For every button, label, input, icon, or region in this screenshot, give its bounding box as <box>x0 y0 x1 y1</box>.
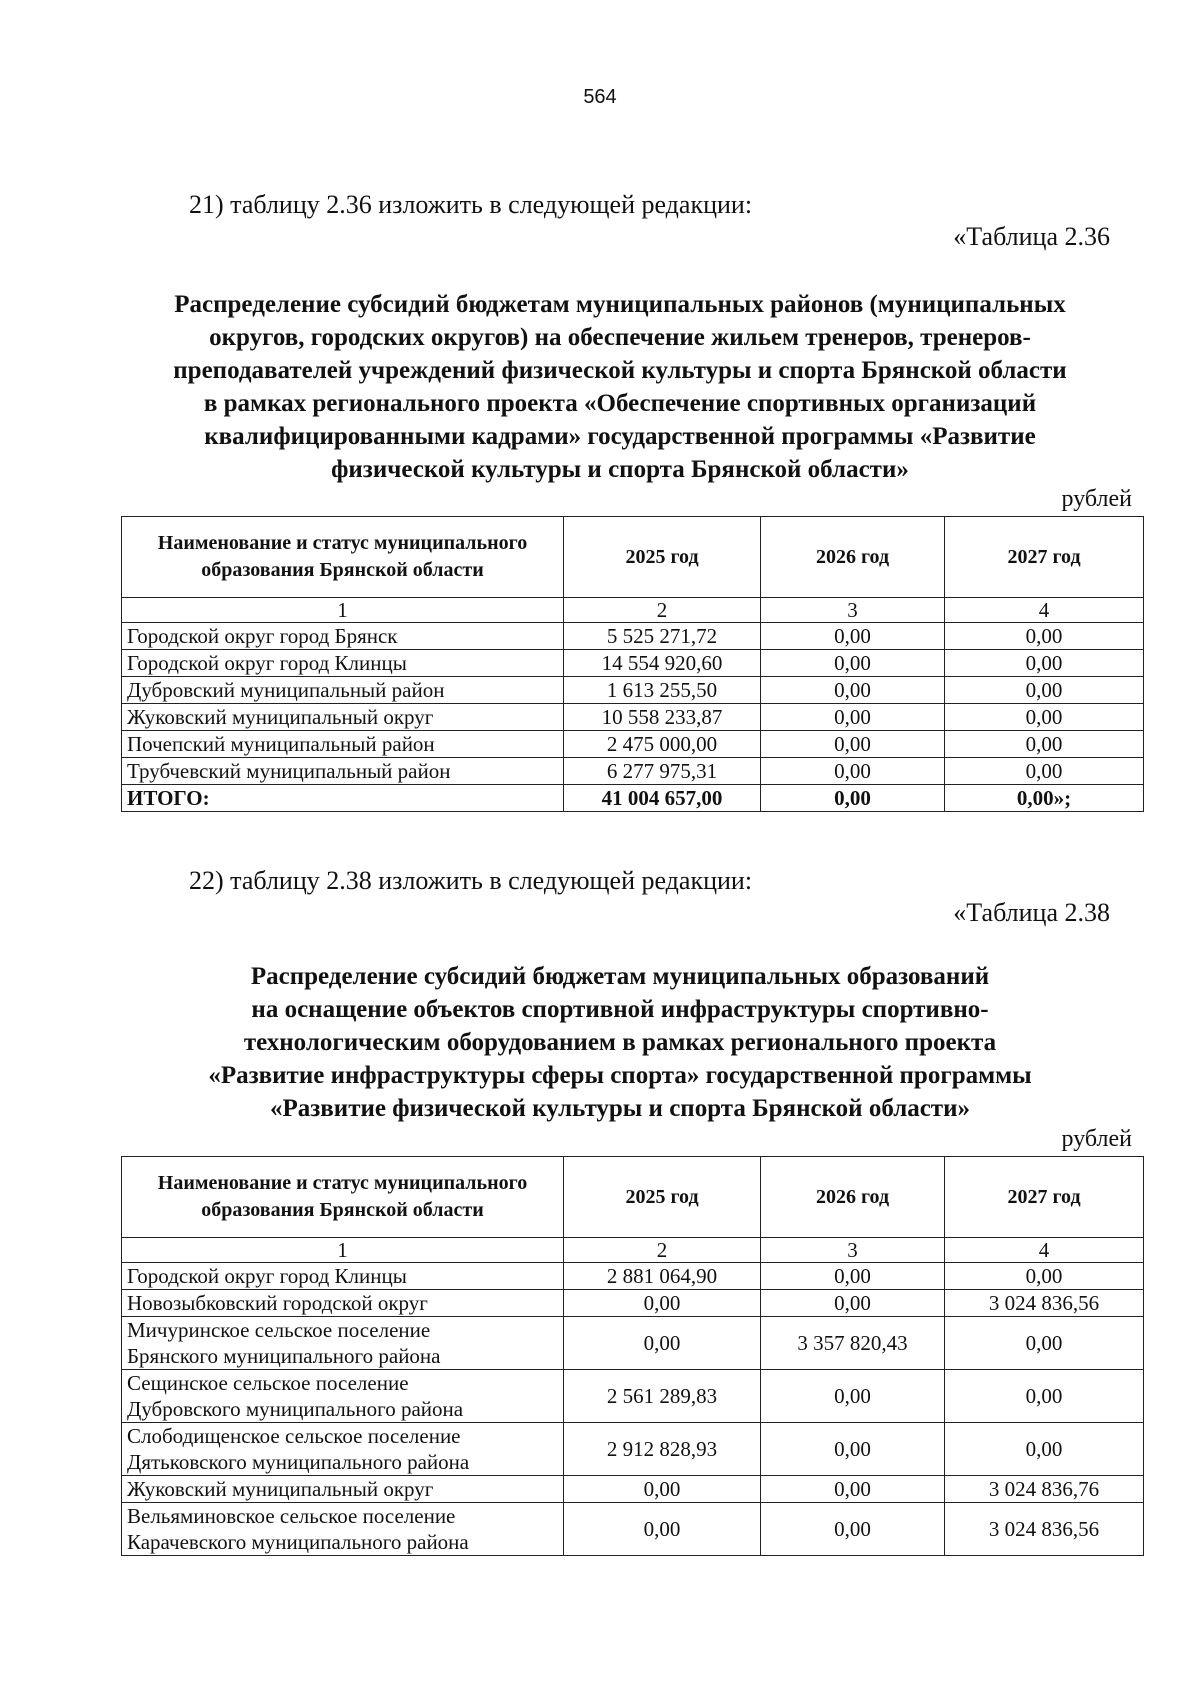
amount-cell: 0,00 <box>761 677 945 704</box>
amount-cell: 3 024 836,56 <box>945 1503 1144 1556</box>
table-row <box>122 650 1144 677</box>
municipality-name <box>122 1370 564 1423</box>
total-amount: 41 004 657,00 <box>564 785 761 812</box>
table-row <box>122 1476 1144 1503</box>
section-2-table <box>121 1156 1144 1556</box>
amount-cell: 2 475 000,00 <box>564 731 761 758</box>
column-header: 2027 год <box>945 517 1144 598</box>
heading-line: преподавателей учреждений физической культуры и спорта Брянской области <box>173 357 1067 384</box>
table-row <box>122 758 1144 785</box>
amount-cell: 2 912 828,93 <box>564 1423 761 1476</box>
heading-line: «Развитие инфраструктуры сферы спорта» государственной программы <box>208 1062 1032 1089</box>
amount-cell: 1 613 255,50 <box>564 677 761 704</box>
municipality-name-line: Слободищенское сельское поселение <box>127 1424 461 1448</box>
municipality-name-line: Жуковский муниципальный округ <box>127 1477 434 1501</box>
amount-cell: 0,00 <box>945 677 1144 704</box>
amount-cell: 0,00 <box>945 1423 1144 1476</box>
amount-cell: 0,00 <box>761 623 945 650</box>
table-row <box>122 1370 1144 1423</box>
amount-cell: 0,00 <box>945 650 1144 677</box>
table-row <box>122 1290 1144 1317</box>
municipality-name: Городской округ город Брянск <box>122 623 564 650</box>
column-index: 4 <box>945 598 1144 623</box>
municipality-name: Городской округ город Клинцы <box>122 650 564 677</box>
amount-cell: 0,00 <box>945 704 1144 731</box>
amount-cell: 0,00 <box>761 1503 945 1556</box>
municipality-name-line: Дубровского муниципального района <box>127 1397 464 1421</box>
column-header: Наименование и статус муниципального образования Брянской области <box>122 517 564 598</box>
amount-cell: 3 357 820,43 <box>761 1317 945 1370</box>
amount-cell: 2 561 289,83 <box>564 1370 761 1423</box>
table-row <box>122 623 1144 650</box>
section-1-unit: рублей <box>1061 486 1132 512</box>
total-amount: 0,00 <box>761 785 945 812</box>
amount-cell: 14 554 920,60 <box>564 650 761 677</box>
heading-line: Распределение субсидий бюджетам муниципальных районов (муниципальных <box>174 291 1066 318</box>
heading-line: в рамках регионального проекта «Обеспечение спортивных организаций <box>203 390 1037 417</box>
municipality-name-line: Карачевского муниципального района <box>127 1530 469 1554</box>
amount-cell: 3 024 836,56 <box>945 1290 1144 1317</box>
amount-cell: 2 881 064,90 <box>564 1263 761 1290</box>
column-header: 2025 год <box>564 517 761 598</box>
municipality-name-line: Дятьковского муниципального района <box>127 1450 470 1474</box>
column-index: 1 <box>122 598 564 623</box>
municipality-name-line: Городской округ город Клинцы <box>127 1264 407 1288</box>
column-header: 2025 год <box>564 1157 761 1238</box>
column-header: 2026 год <box>761 1157 945 1238</box>
table-row <box>122 1263 1144 1290</box>
total-amount: 0,00»; <box>945 785 1144 812</box>
section-1-heading <box>100 288 1140 486</box>
page-number: 564 <box>583 86 617 108</box>
total-label: ИТОГО: <box>122 785 564 812</box>
column-header: 2026 год <box>761 517 945 598</box>
amount-cell: 0,00 <box>761 1290 945 1317</box>
column-index: 2 <box>564 1238 761 1263</box>
amount-cell: 0,00 <box>761 1423 945 1476</box>
column-index: 1 <box>122 1238 564 1263</box>
amount-cell: 10 558 233,87 <box>564 704 761 731</box>
amount-cell: 0,00 <box>761 650 945 677</box>
municipality-name: Жуковский муниципальный округ <box>122 704 564 731</box>
amount-cell: 0,00 <box>564 1290 761 1317</box>
column-index-row <box>122 1238 1144 1263</box>
municipality-name: Дубровский муниципальный район <box>122 677 564 704</box>
municipality-name <box>122 1423 564 1476</box>
municipality-name <box>122 1290 564 1317</box>
heading-line: технологическим оборудованием в рамках регионального проекта <box>243 1029 997 1056</box>
heading-line: Распределение субсидий бюджетам муниципальных образований <box>250 963 990 990</box>
table-row <box>122 731 1144 758</box>
municipality-name <box>122 1263 564 1290</box>
column-index-row <box>122 598 1144 623</box>
municipality-name-line: Брянского муниципального района <box>127 1344 441 1368</box>
amount-cell: 0,00 <box>761 1263 945 1290</box>
heading-line: «Развитие физической культуры и спорта Брянской области» <box>269 1095 970 1122</box>
heading-line: на оснащение объектов спортивной инфраструктуры спортивно- <box>251 996 989 1023</box>
table-row <box>122 704 1144 731</box>
amount-cell: 5 525 271,72 <box>564 623 761 650</box>
amount-cell: 0,00 <box>761 1476 945 1503</box>
column-header: 2027 год <box>945 1157 1144 1238</box>
amount-cell: 0,00 <box>945 758 1144 785</box>
column-index: 3 <box>761 598 945 623</box>
municipality-name-line: Мичуринское сельское поселение <box>127 1318 431 1342</box>
heading-line: округов, городских округов) на обеспечение жильем тренеров, тренеров- <box>209 324 1031 351</box>
amount-cell: 0,00 <box>945 731 1144 758</box>
amount-cell: 0,00 <box>761 1370 945 1423</box>
municipality-name: Почепский муниципальный район <box>122 731 564 758</box>
amount-cell: 0,00 <box>945 1263 1144 1290</box>
amount-cell: 0,00 <box>564 1317 761 1370</box>
section-2-intro: 22) таблицу 2.38 изложить в следующей редакции: <box>189 866 753 895</box>
municipality-name-line: Новозыбковский городской округ <box>127 1291 428 1315</box>
municipality-name <box>122 1317 564 1370</box>
table-row <box>122 1317 1144 1370</box>
heading-line: квалифицированными кадрами» государственной программы «Развитие <box>204 423 1036 450</box>
amount-cell: 0,00 <box>564 1476 761 1503</box>
column-index: 3 <box>761 1238 945 1263</box>
section-1-intro: 21) таблицу 2.36 изложить в следующей редакции: <box>189 190 753 219</box>
amount-cell: 0,00 <box>761 704 945 731</box>
column-index: 2 <box>564 598 761 623</box>
column-header: Наименование и статус муниципального образования Брянской области <box>122 1157 564 1238</box>
amount-cell: 3 024 836,76 <box>945 1476 1144 1503</box>
table-row <box>122 1423 1144 1476</box>
municipality-name-line: Сещинское сельское поселение <box>127 1371 409 1395</box>
municipality-name: Трубчевский муниципальный район <box>122 758 564 785</box>
amount-cell: 0,00 <box>945 623 1144 650</box>
header-row <box>122 1157 1144 1238</box>
amount-cell: 0,00 <box>945 1317 1144 1370</box>
amount-cell: 0,00 <box>945 1370 1144 1423</box>
amount-cell: 0,00 <box>564 1503 761 1556</box>
municipality-name <box>122 1503 564 1556</box>
table-row <box>122 677 1144 704</box>
total-row <box>122 785 1144 812</box>
municipality-name-line: Вельяминовское сельское поселение <box>127 1504 456 1528</box>
section-2-unit: рублей <box>1061 1126 1132 1152</box>
section-2-heading <box>100 960 1140 1125</box>
municipality-name <box>122 1476 564 1503</box>
amount-cell: 0,00 <box>761 758 945 785</box>
section-2-table-label: «Таблица 2.38 <box>953 898 1110 927</box>
header-row <box>122 517 1144 598</box>
amount-cell: 6 277 975,31 <box>564 758 761 785</box>
amount-cell: 0,00 <box>761 731 945 758</box>
column-index: 4 <box>945 1238 1144 1263</box>
table-row <box>122 1503 1144 1556</box>
section-1-table-label: «Таблица 2.36 <box>953 222 1110 251</box>
section-1-table <box>121 516 1144 812</box>
heading-line: физической культуры и спорта Брянской области» <box>331 456 909 483</box>
